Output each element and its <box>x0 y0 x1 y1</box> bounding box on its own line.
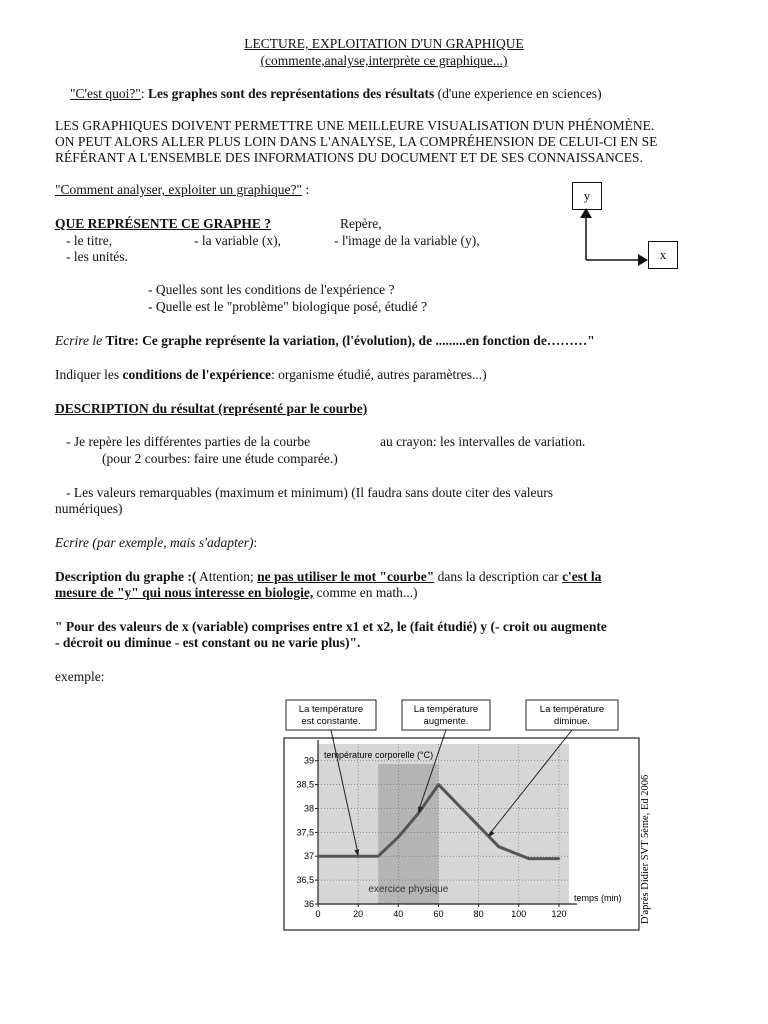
caps-line-2: ON PEUT ALORS ALLER PLUS LOIN DANS L'ANALYSE, LA COMPRÉHENSION DE CELUI-CI EN SE <box>55 134 658 149</box>
y-tick-label: 38 <box>303 803 314 814</box>
y-tick-label: 36 <box>303 899 314 909</box>
axis-arrows <box>570 206 660 272</box>
item-variable-x: - la variable (x), <box>194 233 281 248</box>
section2-heading-bold: DESCRIPTION <box>55 401 149 416</box>
intro-rest: (d'une experience en sciences) <box>437 86 602 101</box>
annotation-text-line: diminue. <box>554 716 590 727</box>
annotation-text-line: La température <box>413 704 479 715</box>
question-probleme: - Quelle est le "problème" biologique posé, étudié ? <box>148 299 428 314</box>
description-plain-1: Attention; <box>196 569 258 584</box>
intro-line <box>70 86 602 102</box>
intro-colon: : <box>140 86 145 101</box>
chart-svg <box>276 696 656 936</box>
y-tick-label: 37,5 <box>296 827 314 838</box>
x-arrow-head <box>638 254 648 266</box>
x-axis-label: temps (min) <box>574 893 622 903</box>
section2-line4: numériques) <box>55 501 123 516</box>
how-colon: : <box>305 182 310 197</box>
item-variable-y: - l'image de la variable (y), <box>334 233 480 248</box>
section2-line1b: au crayon: les intervalles de variation. <box>380 434 586 449</box>
annotation-text-line: augmente. <box>423 716 469 727</box>
description-bold-u2: c'est la <box>562 569 602 584</box>
data-point <box>317 855 319 857</box>
formula-line-2: - décroit ou diminue - est constant ou ne varie plus)". <box>55 635 361 650</box>
axis-x-box: x <box>648 241 678 269</box>
annotation-text <box>299 704 363 727</box>
y-arrow-head <box>580 208 592 218</box>
axis-y-box: y <box>572 182 602 210</box>
data-point <box>528 857 530 859</box>
x-tick-label: 20 <box>353 909 364 919</box>
data-point <box>397 836 399 838</box>
annotation-text-line: est constante. <box>301 716 361 727</box>
description-plain-2: dans la description car <box>434 569 563 584</box>
data-point <box>558 857 560 859</box>
data-point <box>437 783 439 785</box>
conditions-bold: conditions de l'expérience <box>122 367 271 382</box>
x-tick-label: 80 <box>473 909 484 919</box>
y-axis-label: température corporelle (°C) <box>324 750 434 760</box>
description-line2-plain: comme en math...) <box>313 585 418 600</box>
section2-line1a: - Je repère les différentes parties de la courbe <box>66 434 311 449</box>
ecrire-text: Ecrire (par exemple, mais s'adapter) <box>55 535 254 550</box>
caps-line-3: RÉFÉRANT A L'ENSEMBLE DES INFORMATIONS DU DOCUMENT ET DE SES CONNAISSANCES. <box>55 150 643 165</box>
conditions-rest: : organisme étudié, autres paramètres...) <box>270 367 487 382</box>
description-bold-u1: ne pas utiliser le mot "courbe" <box>257 569 435 584</box>
y-tick-label: 39 <box>303 755 314 766</box>
description-line-1 <box>55 569 601 585</box>
caps-line-1: LES GRAPHIQUES DOIVENT PERMETTRE UNE MEILLEURE VISUALISATION D'UN PHÉNOMÈNE. <box>55 118 655 133</box>
ecrire-line <box>55 535 257 551</box>
y-tick-label: 37 <box>303 851 314 862</box>
titre-italic: Ecrire le <box>55 333 103 348</box>
data-point <box>377 855 379 857</box>
section1-heading: QUE REPRÉSENTE CE GRAPHE ? <box>55 216 272 231</box>
data-point <box>498 845 500 847</box>
page-subtitle: (commente,analyse,interprète ce graphique...) <box>260 53 508 68</box>
y-tick-label: 36,5 <box>296 875 314 886</box>
formula-line-1: " Pour des valeurs de x (variable) comprises entre x1 et x2, le (fait étudié) y (- croit ou augmente <box>55 619 607 634</box>
exemple-label: exemple: <box>55 669 105 684</box>
annotation-text-line: La température <box>539 704 605 715</box>
item-titre: - le titre, <box>66 233 113 248</box>
repere-label: Repère, <box>340 216 382 231</box>
y-tick-label: 38,5 <box>296 779 314 790</box>
conditions-line <box>55 367 487 383</box>
how-question: "Comment analyser, exploiter un graphique?" <box>55 182 303 197</box>
titre-line <box>55 333 595 349</box>
titre-bold: Titre: Ce graphe représente la variation, (l'évolution), de .........en fonction de………" <box>105 333 595 348</box>
section2-heading <box>55 401 367 417</box>
temperature-chart <box>276 696 656 936</box>
page-title: LECTURE, EXPLOITATION D'UN GRAPHIQUE <box>244 36 524 51</box>
intro-bold: Les graphes sont des représentations des résultats <box>147 86 435 101</box>
description-line2-bold: mesure de "y" qui nous interesse en biologie, <box>55 585 314 600</box>
exercise-label: exercice physique <box>368 884 449 895</box>
question-conditions: - Quelles sont les conditions de l'expérience ? <box>148 282 395 297</box>
annotation-text-line: La température <box>298 704 364 715</box>
x-tick-label: 60 <box>433 909 444 919</box>
x-tick-label: 40 <box>393 909 404 919</box>
description-bold-start: Description du graphe :( <box>55 569 197 584</box>
x-tick-label: 100 <box>511 909 527 919</box>
how-question-line <box>55 182 309 198</box>
intro-question: "C'est quoi?" <box>70 86 141 101</box>
item-unites: - les unités. <box>66 249 128 264</box>
section2-heading-rest: du résultat (représenté par le courbe) <box>152 401 368 416</box>
x-tick-label: 0 <box>315 909 321 919</box>
x-tick-label: 120 <box>551 909 567 919</box>
section2-line2: (pour 2 courbes: faire une étude comparée.) <box>102 451 338 466</box>
conditions-start: Indiquer les <box>55 367 120 382</box>
ecrire-colon: : <box>253 535 258 550</box>
credit-text: D'après Didier SVT 5ème, Ed 2006 <box>640 774 651 924</box>
exercise-region <box>378 764 438 904</box>
section2-line3: - Les valeurs remarquables (maximum et minimum) (Il faudra sans doute citer des valeurs <box>66 485 553 500</box>
description-line-2 <box>55 585 417 601</box>
